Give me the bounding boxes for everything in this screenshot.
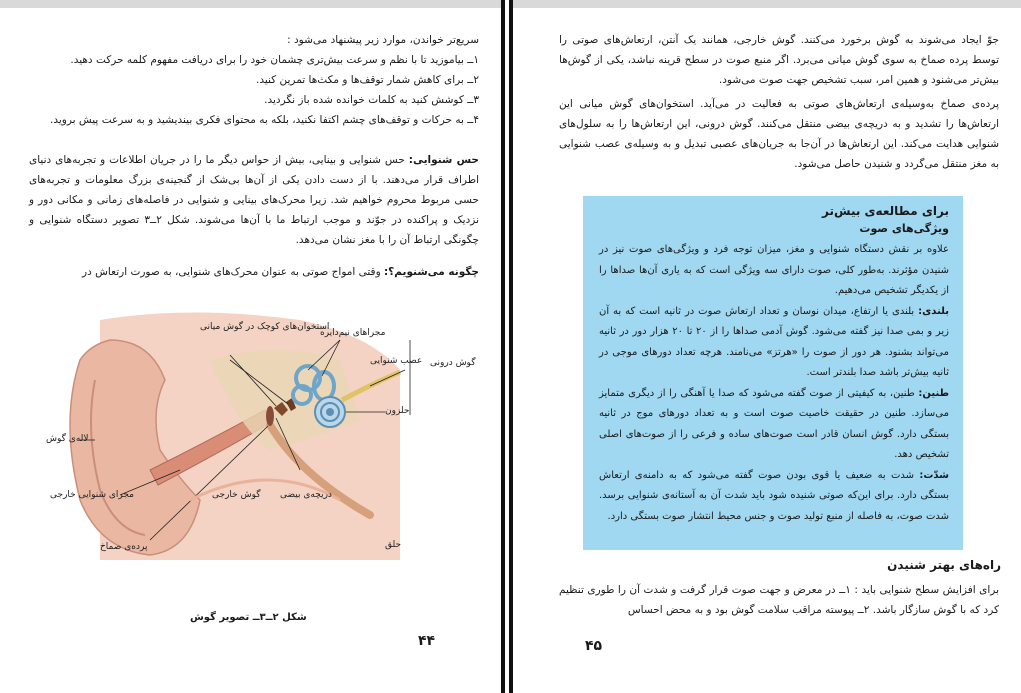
cochlea-shape — [315, 397, 345, 427]
eardrum-shape — [266, 406, 274, 426]
figure-caption: شکل ۲ــ۳ــ تصویر گوش — [190, 612, 307, 623]
ear-diagram — [40, 300, 476, 580]
label-throat: حلق — [385, 540, 402, 550]
hearing-term: حس شنوایی: — [408, 154, 480, 166]
label-eardrum: پرده‌ی صماخ — [100, 542, 148, 552]
label-cochlea: حلزون — [385, 406, 410, 416]
further-study-box — [583, 196, 963, 550]
right-top-paragraph — [559, 30, 999, 90]
timbre-term: طنین: — [918, 387, 949, 399]
intro-line: سریع‌تر خواندن، موارد زیر پیشنهاد می‌شود : — [287, 34, 479, 46]
pitch-term: بلندی: — [918, 305, 949, 317]
left-page — [0, 0, 505, 693]
list-item-3: ۳ــ کوشش کنید به کلمات خوانده شده باز نگردید. — [264, 94, 479, 106]
intensity-term: شدّت: — [919, 469, 949, 481]
right-bottom-text: برای افزایش سطح شنوایی باید : ۱ــ در معرض و جهت صوت قرار گرفت و شدت آن را طوری تنظیم کرد که با گوش سازگار باشد. ۲ــ پیوسته مراقب سلامت گوش بود و به محض احساس — [559, 584, 999, 616]
label-auditory-nerve: عصب شنوایی — [370, 356, 423, 366]
page-number-right: ۴۵ — [585, 638, 603, 654]
left-intro-list — [29, 30, 479, 130]
label-semicircular-canals: مجراهای نیم‌دایره — [320, 328, 386, 338]
pitch-text: بلندی یا ارتفاع، میدان نوسان و تعداد ارتعاش صوت در ثانیه است که به آن زیر و بمی صدا نیز گفته می‌شود. گوش آدمی صداها را از ۲۰ تا ۲۰ هزار دور در ثانیه می‌تواند بشنود. هر دور از صوت را «هرتز» می‌نامند. هرچه تعداد دورهای موجی در ثانیه بیش‌تر باشد صدا بلندتر است. — [599, 305, 950, 378]
hearing-paragraph — [29, 150, 479, 250]
label-outer-ear: گوش خارجی — [212, 490, 261, 500]
section-heading-better-hearing: راه‌های بهتر شنیدن — [887, 558, 1001, 572]
right-top-text: جوّ ایجاد می‌شوند به گوش برخورد می‌کنند. گوش خارجی، همانند یک آنتن، ارتعاش‌های صوتی را توسط پرده صماخ به سوی گوش میانی می‌برد. اگر منبع صوت در سطح قرینه نباشد، یکی از گوش‌ها بیش‌تر می‌شنود و همین امر، سبب تشخیص جهت صوت می‌شود. — [559, 34, 999, 86]
list-item-1: ۱ــ بیاموزید تا با نظم و سرعت بیش‌تری چشمان خود را برای دریافت مفهوم کلمه حرکت دهید. — [70, 54, 479, 66]
how-term: چگونه می‌شنویم؟: — [383, 266, 479, 278]
label-inner-ear: گوش درونی — [430, 358, 476, 368]
intensity-text: شدت به ضعیف یا قوی بودن صوت گفته می‌شود که به دامنه‌ی ارتعاش بستگی دارد. برای این‌که صوتی شنیده شود باید شدت آن به آستانه‌ی شنوایی برسد. شدت صوت، به فاصله از منبع تولید صوت و جنس محیط انتشار صوت بستگی دارد. — [599, 469, 949, 522]
box-subtitle: ویژگی‌های صوت — [859, 222, 949, 235]
how-paragraph — [29, 262, 479, 282]
list-item-4: ۴ــ به حرکات و توقف‌های چشم اکتفا نکنید، بلکه به محتوای فکری بیندیشید و به سرعت پیش بروید. — [49, 114, 479, 126]
right-middle-paragraph — [559, 94, 999, 174]
label-oval-window: دریچه‌ی بیضی — [280, 490, 332, 500]
right-bottom-paragraph — [559, 580, 999, 620]
timbre-text: طنین، به کیفیتی از صوت گفته می‌شود که صدا یا آهنگی را از دیگری متمایز می‌سازد. طنین در حقیقت خاصیت صوت است و به تعداد دورهای موج در ثانیه بستگی دارد. گوش انسان قادر است صوت‌های ساده و فرعی را از صوت‌های اصلی تشخیص دهد. — [599, 387, 949, 460]
label-ossicles: استخوان‌های کوچک در گوش میانی — [200, 322, 330, 332]
hearing-text: حس شنوایی و بینایی، بیش از حواس دیگر ما را در جریان اطلاعات و تجربه‌های دنیای اطراف قرار می‌دهند. با از دست دادن یکی از آن‌ها بی‌شک از گنجینه‌ی بزرگ معلومات و تجربه‌های حسی مربوط محروم خواهیم شد. زیرا محرک‌های بینایی و شنوایی در فاصله‌های زمانی و مکانی دور و نزدیک و پراکنده در جوّند و موجب ارتباط ما با آن‌ها می‌شوند. شکل ۲ــ۳ تصویر دستگاه شنوایی و چگونگی ارتباط آن را با مغز نشان می‌دهد. — [29, 154, 479, 246]
label-pinna: لاله‌ی گوش — [46, 434, 89, 444]
page-top-strip-right — [513, 0, 1021, 8]
box-title: برای مطالعه‌ی بیش‌تر — [822, 204, 949, 218]
page-number-left: ۴۴ — [418, 633, 436, 649]
label-ear-canal: مجرای شنوایی خارجی — [50, 490, 134, 500]
box-intensity-paragraph — [599, 466, 949, 528]
list-item-2: ۲ــ برای کاهش شمار توقف‌ها و مکث‌ها تمرین کنید. — [255, 74, 479, 86]
page-top-strip — [0, 0, 501, 8]
right-middle-text: پرده‌ی صماخ به‌وسیله‌ی ارتعاش‌های صوتی به فعالیت در می‌آید. استخوان‌های گوش میانی این ارتعاش‌ها را تشدید و به دریچه‌ی بیضی منتقل می‌کنند. گوش درونی، این ارتعاش‌ها را به سلول‌های شنوایی هدایت می‌کند. این ارتعاش‌ها در آن‌جا به جریان‌های عصبی تبدیل و به وسیله‌ی عصب شنوایی به مغز منتقل می‌گردد و شنیدن حاصل می‌شود. — [559, 98, 999, 170]
box-intro: علاوه بر نقش دستگاه شنوایی و مغز، میزان توجه فرد و ویژگی‌های صوت نیز در شنیدن مؤثرند. به‌طور کلی، صوت دارای سه ویژگی است که به یاری آن‌ها صداها را از یکدیگر تشخیص می‌دهیم. — [599, 244, 949, 296]
how-text: وقتی امواج صوتی به عنوان محرک‌های شنوایی، به صورت ارتعاش در — [82, 266, 381, 278]
box-pitch-paragraph — [599, 302, 949, 384]
ear-illustration — [40, 300, 470, 580]
box-timbre-paragraph — [599, 384, 949, 466]
right-page — [509, 0, 1021, 693]
